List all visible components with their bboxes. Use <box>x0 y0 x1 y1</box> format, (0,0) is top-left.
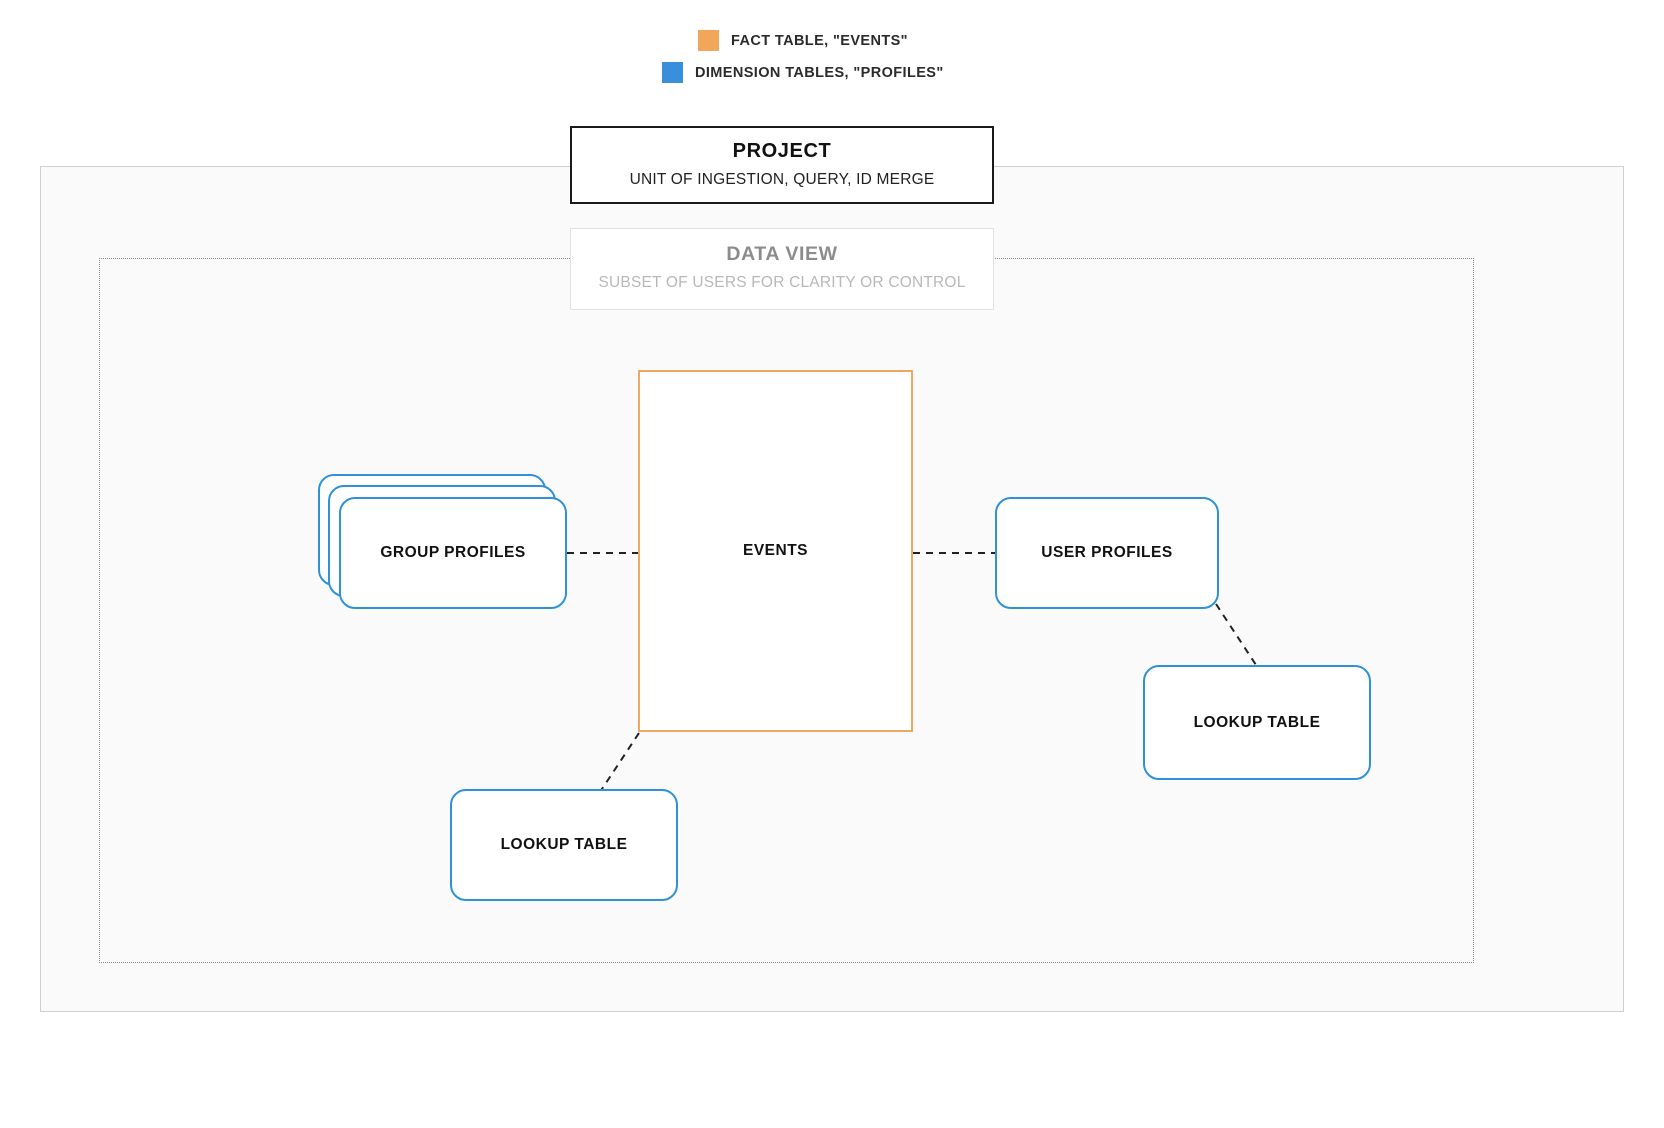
node-group-profiles-label: GROUP PROFILES <box>380 544 526 561</box>
node-lookup-table-right-label: LOOKUP TABLE <box>1193 713 1321 731</box>
node-events-label: EVENTS <box>742 542 808 559</box>
node-user-profiles <box>995 497 1219 609</box>
legend-item-label: DIMENSION TABLES, "PROFILES" <box>695 64 944 81</box>
node-lookup-table-left <box>450 789 678 901</box>
legend-item-fact-table <box>698 30 1210 51</box>
project-card <box>570 126 994 204</box>
data-view-subtitle: SUBSET OF USERS FOR CLARITY OR CONTROL <box>598 274 966 291</box>
project-subtitle: UNIT OF INGESTION, QUERY, ID MERGE <box>629 171 935 188</box>
data-view-title: DATA VIEW <box>726 243 838 265</box>
square-swatch-icon <box>698 30 719 51</box>
node-events <box>638 370 913 732</box>
square-swatch-icon <box>662 62 683 83</box>
node-lookup-table-left-label: LOOKUP TABLE <box>500 836 628 853</box>
legend-item-dimension-tables <box>662 62 1210 83</box>
node-lookup-table-right <box>1143 665 1371 780</box>
node-group-profiles <box>339 497 567 609</box>
legend-item-label: FACT TABLE, "EVENTS" <box>731 32 908 49</box>
project-title: PROJECT <box>732 140 832 162</box>
node-user-profiles-label: USER PROFILES <box>1041 544 1173 561</box>
legend <box>690 30 1210 94</box>
data-view-card <box>570 228 994 310</box>
